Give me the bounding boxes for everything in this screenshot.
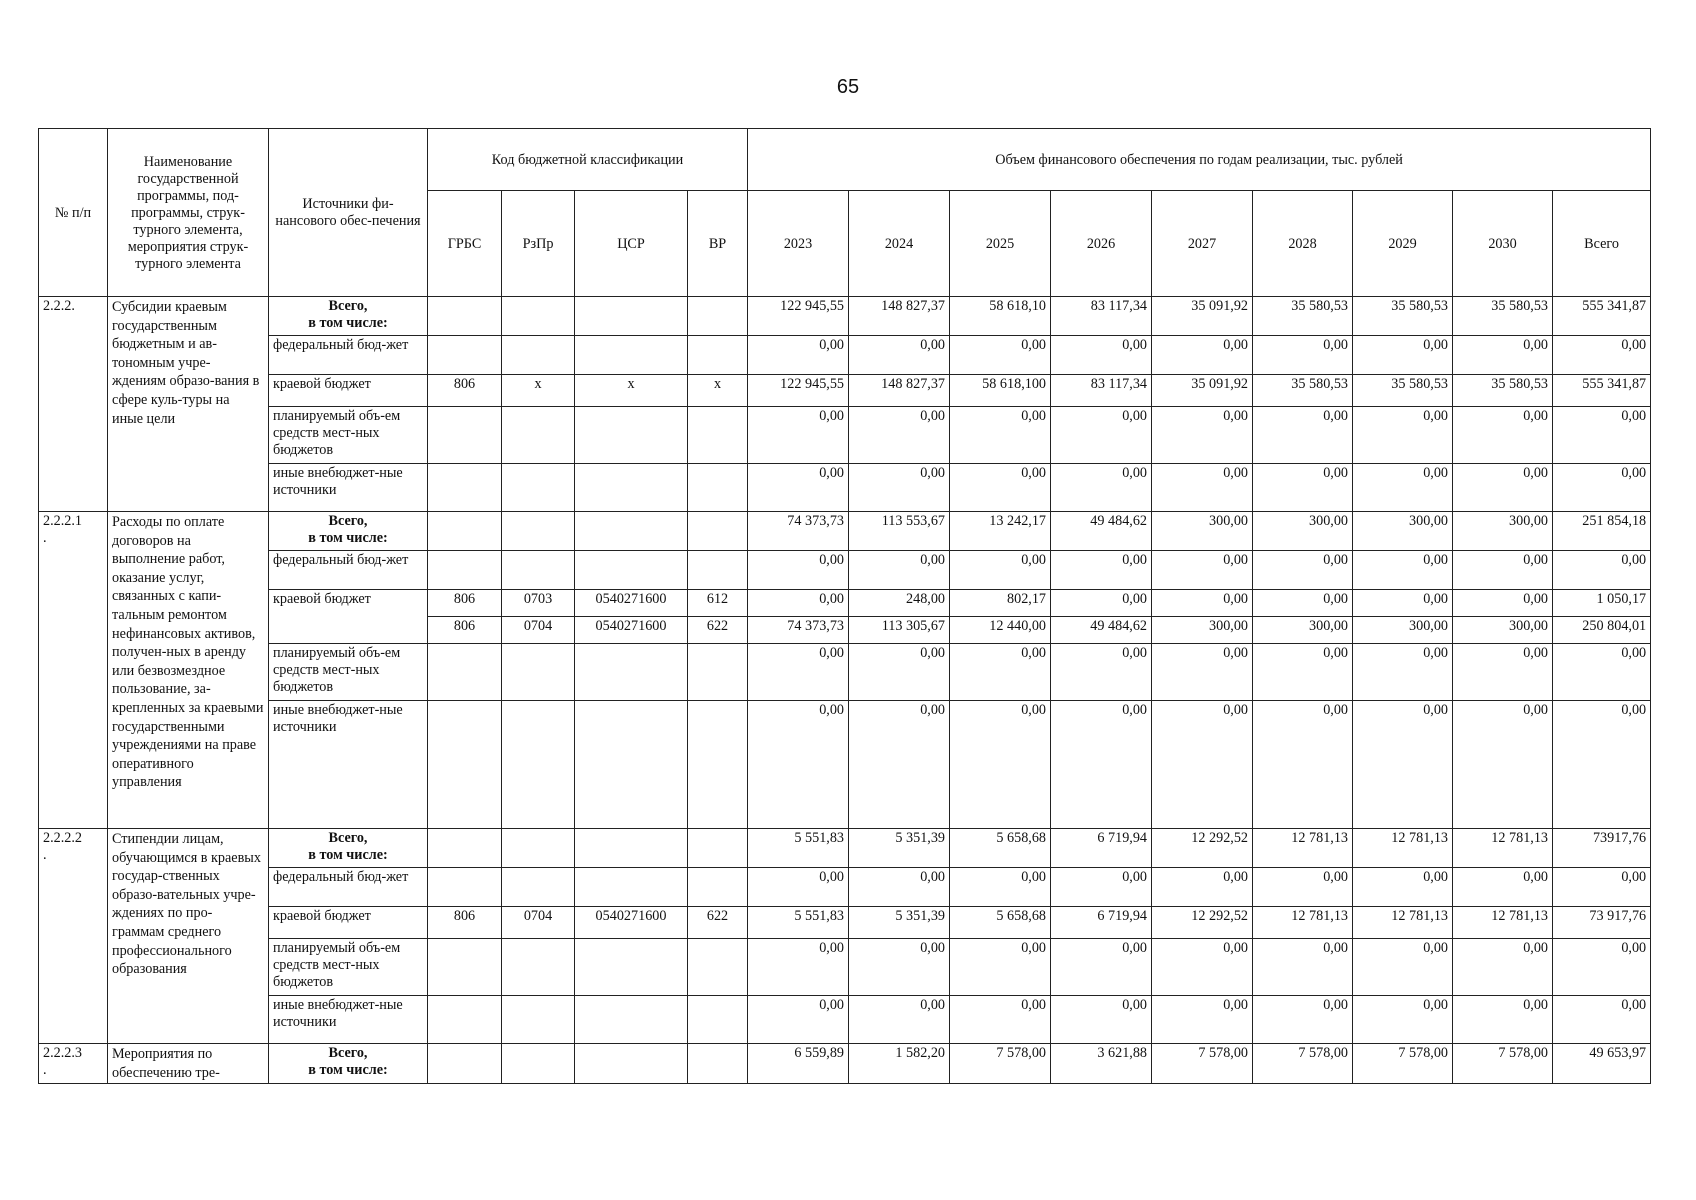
code-rzpr: х [502, 375, 575, 407]
table-row [39, 590, 1651, 617]
value-year: 802,17 [950, 590, 1051, 617]
header-budget-code: Код бюджетной классификации [428, 129, 748, 191]
value-year: 0,00 [748, 644, 849, 701]
header-year: 2025 [950, 191, 1051, 297]
value-year: 58 618,100 [950, 375, 1051, 407]
value-year: 0,00 [1353, 464, 1453, 512]
value-year: 6 559,89 [748, 1044, 849, 1084]
value-year: 300,00 [1253, 512, 1353, 551]
value-year: 83 117,34 [1051, 375, 1152, 407]
value-year: 83 117,34 [1051, 297, 1152, 336]
code-csr [575, 644, 688, 701]
source-label: планируемый объ-ем средств мест-ных бюджетов [269, 939, 428, 996]
value-year: 6 719,94 [1051, 829, 1152, 868]
value-year: 0,00 [950, 868, 1051, 907]
value-year: 35 580,53 [1353, 375, 1453, 407]
value-year: 7 578,00 [1353, 1044, 1453, 1084]
value-year: 0,00 [1253, 996, 1353, 1044]
code-grbs [428, 464, 502, 512]
value-year: 0,00 [1253, 551, 1353, 590]
header-csr: ЦСР [575, 191, 688, 297]
code-rzpr [502, 464, 575, 512]
value-year: 0,00 [950, 336, 1051, 375]
value-year: 0,00 [1453, 644, 1553, 701]
code-vr [688, 464, 748, 512]
value-year: 5 551,83 [748, 829, 849, 868]
header-source: Источники фи-нансового обес-печения [269, 129, 428, 297]
table-row [39, 336, 1651, 375]
value-total: 0,00 [1553, 701, 1651, 829]
section-index: 2.2.2. [39, 297, 108, 512]
value-year: 0,00 [1152, 701, 1253, 829]
value-year: 0,00 [950, 551, 1051, 590]
header-name: Наименование государственной программы, под-программы, струк-турного элемента, мероприятия струк-турного элемента [108, 129, 269, 297]
value-total: 0,00 [1553, 464, 1651, 512]
header-year: 2029 [1353, 191, 1453, 297]
value-year: 0,00 [849, 464, 950, 512]
value-year: 0,00 [1152, 336, 1253, 375]
value-year: 12 781,13 [1353, 907, 1453, 939]
value-year: 0,00 [1051, 590, 1152, 617]
value-year: 0,00 [849, 551, 950, 590]
table-row [39, 939, 1651, 996]
table-row [39, 297, 1651, 336]
value-total: 555 341,87 [1553, 375, 1651, 407]
value-total: 0,00 [1553, 336, 1651, 375]
code-vr [688, 701, 748, 829]
table-row [39, 1044, 1651, 1084]
value-year: 0,00 [1152, 407, 1253, 464]
table-row [39, 907, 1651, 939]
value-year: 0,00 [1152, 464, 1253, 512]
header-year: 2024 [849, 191, 950, 297]
code-vr [688, 407, 748, 464]
value-year: 0,00 [748, 996, 849, 1044]
source-label: иные внебюджет-ные источники [269, 996, 428, 1044]
table-row [39, 407, 1651, 464]
code-vr: 622 [688, 907, 748, 939]
table-row [39, 464, 1651, 512]
value-year: 113 305,67 [849, 617, 950, 644]
code-grbs [428, 701, 502, 829]
value-year: 35 091,92 [1152, 297, 1253, 336]
value-year: 0,00 [748, 701, 849, 829]
budget-table [38, 128, 1651, 1084]
value-year: 0,00 [849, 996, 950, 1044]
table-row [39, 701, 1651, 829]
code-vr [688, 297, 748, 336]
value-year: 0,00 [1051, 407, 1152, 464]
section-name: Стипендии лицам, обучающимся в краевых государ-ственных образо-вательных учре-ждениях по про-граммам среднего профессионального образования [108, 829, 269, 1044]
code-vr: 612 [688, 590, 748, 617]
code-vr [688, 1044, 748, 1084]
header-year: 2030 [1453, 191, 1553, 297]
value-year: 5 351,39 [849, 829, 950, 868]
value-year: 0,00 [1152, 996, 1253, 1044]
source-total: Всего, в том числе: [269, 829, 428, 868]
code-csr [575, 407, 688, 464]
value-year: 12 781,13 [1453, 829, 1553, 868]
code-grbs: 806 [428, 590, 502, 617]
code-csr: 0540271600 [575, 907, 688, 939]
value-year: 0,00 [849, 644, 950, 701]
value-year: 0,00 [1051, 464, 1152, 512]
value-year: 12 781,13 [1353, 829, 1453, 868]
value-year: 0,00 [950, 996, 1051, 1044]
code-csr [575, 297, 688, 336]
value-year: 0,00 [1453, 701, 1553, 829]
value-total: 1 050,17 [1553, 590, 1651, 617]
value-year: 0,00 [1353, 336, 1453, 375]
value-year: 300,00 [1353, 617, 1453, 644]
section-index: 2.2.2.1 . [39, 512, 108, 829]
code-rzpr [502, 868, 575, 907]
source-total: Всего, в том числе: [269, 1044, 428, 1084]
code-vr: 622 [688, 617, 748, 644]
code-csr [575, 512, 688, 551]
value-year: 300,00 [1453, 617, 1553, 644]
value-year: 300,00 [1253, 617, 1353, 644]
value-year: 0,00 [1353, 868, 1453, 907]
value-year: 7 578,00 [1253, 1044, 1353, 1084]
value-year: 0,00 [1453, 868, 1553, 907]
code-rzpr [502, 829, 575, 868]
section-index: 2.2.2.3 . [39, 1044, 108, 1084]
source-label: краевой бюджет [269, 375, 428, 407]
code-csr: 0540271600 [575, 590, 688, 617]
value-year: 0,00 [1253, 407, 1353, 464]
value-year: 0,00 [1453, 939, 1553, 996]
value-year: 0,00 [849, 336, 950, 375]
value-year: 113 553,67 [849, 512, 950, 551]
table-row [39, 644, 1651, 701]
value-total: 0,00 [1553, 939, 1651, 996]
header-vr: ВР [688, 191, 748, 297]
value-year: 12 292,52 [1152, 907, 1253, 939]
table-row [39, 375, 1651, 407]
value-year: 0,00 [748, 939, 849, 996]
code-rzpr [502, 701, 575, 829]
code-csr [575, 996, 688, 1044]
value-total: 73917,76 [1553, 829, 1651, 868]
value-year: 0,00 [1152, 868, 1253, 907]
value-year: 0,00 [1353, 644, 1453, 701]
table-row [39, 868, 1651, 907]
table-row [39, 551, 1651, 590]
section-name: Субсидии краевым государственным бюджетным и ав-тономным учре-ждениям образо-вания в сфере куль-туры на иные цели [108, 297, 269, 512]
code-grbs [428, 996, 502, 1044]
code-grbs: 806 [428, 375, 502, 407]
table-row [39, 512, 1651, 551]
value-year: 35 580,53 [1453, 297, 1553, 336]
value-year: 0,00 [849, 407, 950, 464]
value-year: 248,00 [849, 590, 950, 617]
value-year: 0,00 [950, 464, 1051, 512]
value-year: 0,00 [1152, 644, 1253, 701]
value-year: 0,00 [748, 868, 849, 907]
value-year: 7 578,00 [1152, 1044, 1253, 1084]
value-year: 12 292,52 [1152, 829, 1253, 868]
code-rzpr: 0703 [502, 590, 575, 617]
value-year: 0,00 [950, 939, 1051, 996]
code-rzpr: 0704 [502, 907, 575, 939]
code-grbs [428, 939, 502, 996]
code-csr [575, 336, 688, 375]
header-year: 2026 [1051, 191, 1152, 297]
source-label: федеральный бюд-жет [269, 551, 428, 590]
table-body [39, 297, 1651, 1084]
code-grbs [428, 644, 502, 701]
value-year: 0,00 [1253, 464, 1353, 512]
value-year: 0,00 [1051, 551, 1152, 590]
value-year: 0,00 [1253, 644, 1353, 701]
value-year: 0,00 [1453, 590, 1553, 617]
value-year: 0,00 [1152, 551, 1253, 590]
code-csr: 0540271600 [575, 617, 688, 644]
value-year: 0,00 [849, 868, 950, 907]
value-year: 0,00 [1253, 868, 1353, 907]
value-year: 0,00 [950, 701, 1051, 829]
value-year: 0,00 [1253, 590, 1353, 617]
source-label: планируемый объ-ем средств мест-ных бюджетов [269, 644, 428, 701]
value-year: 0,00 [1453, 407, 1553, 464]
value-year: 0,00 [1353, 407, 1453, 464]
code-grbs [428, 829, 502, 868]
value-year: 0,00 [1051, 701, 1152, 829]
value-year: 0,00 [849, 701, 950, 829]
value-total: 250 804,01 [1553, 617, 1651, 644]
code-grbs: 806 [428, 907, 502, 939]
section-index: 2.2.2.2 . [39, 829, 108, 1044]
code-rzpr [502, 336, 575, 375]
code-rzpr [502, 644, 575, 701]
code-grbs [428, 512, 502, 551]
value-year: 0,00 [748, 407, 849, 464]
value-total: 49 653,97 [1553, 1044, 1651, 1084]
value-year: 0,00 [1152, 590, 1253, 617]
value-year: 12 781,13 [1453, 907, 1553, 939]
value-year: 74 373,73 [748, 617, 849, 644]
value-year: 5 551,83 [748, 907, 849, 939]
value-total: 0,00 [1553, 868, 1651, 907]
value-year: 122 945,55 [748, 375, 849, 407]
value-year: 0,00 [1453, 551, 1553, 590]
value-year: 0,00 [1453, 464, 1553, 512]
value-year: 300,00 [1353, 512, 1453, 551]
value-year: 49 484,62 [1051, 512, 1152, 551]
value-year: 0,00 [1353, 701, 1453, 829]
value-year: 5 658,68 [950, 907, 1051, 939]
code-grbs [428, 297, 502, 336]
value-year: 49 484,62 [1051, 617, 1152, 644]
code-grbs [428, 407, 502, 464]
source-label: краевой бюджет [269, 907, 428, 939]
code-vr [688, 996, 748, 1044]
source-label: краевой бюджет [269, 590, 428, 644]
header-year: 2028 [1253, 191, 1353, 297]
code-vr [688, 829, 748, 868]
value-year: 12 781,13 [1253, 907, 1353, 939]
value-year: 5 658,68 [950, 829, 1051, 868]
code-csr [575, 464, 688, 512]
value-year: 0,00 [1353, 551, 1453, 590]
value-year: 0,00 [748, 464, 849, 512]
value-year: 0,00 [1051, 868, 1152, 907]
source-label: иные внебюджет-ные источники [269, 701, 428, 829]
value-total: 555 341,87 [1553, 297, 1651, 336]
header-volume: Объем финансового обеспечения по годам реализации, тыс. рублей [748, 129, 1651, 191]
code-csr [575, 551, 688, 590]
value-year: 5 351,39 [849, 907, 950, 939]
value-total: 0,00 [1553, 407, 1651, 464]
value-year: 0,00 [1051, 996, 1152, 1044]
value-year: 13 242,17 [950, 512, 1051, 551]
value-year: 0,00 [1152, 939, 1253, 996]
value-year: 35 580,53 [1253, 297, 1353, 336]
value-year: 0,00 [1253, 701, 1353, 829]
header-year: 2027 [1152, 191, 1253, 297]
section-name: Мероприятия по обеспечению тре- [108, 1044, 269, 1084]
code-rzpr [502, 551, 575, 590]
code-grbs [428, 336, 502, 375]
code-grbs [428, 868, 502, 907]
value-year: 7 578,00 [1453, 1044, 1553, 1084]
value-total: 251 854,18 [1553, 512, 1651, 551]
value-year: 0,00 [1051, 644, 1152, 701]
value-year: 0,00 [1051, 336, 1152, 375]
code-grbs [428, 551, 502, 590]
code-csr [575, 829, 688, 868]
source-label: федеральный бюд-жет [269, 336, 428, 375]
value-total: 0,00 [1553, 996, 1651, 1044]
code-rzpr [502, 939, 575, 996]
value-year: 35 580,53 [1453, 375, 1553, 407]
value-year: 0,00 [748, 336, 849, 375]
value-year: 35 091,92 [1152, 375, 1253, 407]
source-total: Всего, в том числе: [269, 297, 428, 336]
value-total: 0,00 [1553, 644, 1651, 701]
value-year: 58 618,10 [950, 297, 1051, 336]
value-year: 0,00 [1353, 939, 1453, 996]
value-year: 0,00 [950, 407, 1051, 464]
value-total: 73 917,76 [1553, 907, 1651, 939]
value-year: 74 373,73 [748, 512, 849, 551]
page-number: 65 [836, 76, 860, 98]
code-csr [575, 701, 688, 829]
value-year: 300,00 [1152, 617, 1253, 644]
value-year: 0,00 [950, 644, 1051, 701]
code-csr [575, 868, 688, 907]
value-year: 0,00 [748, 590, 849, 617]
value-year: 6 719,94 [1051, 907, 1152, 939]
code-csr: х [575, 375, 688, 407]
code-vr: х [688, 375, 748, 407]
code-csr [575, 1044, 688, 1084]
code-rzpr [502, 297, 575, 336]
code-rzpr [502, 996, 575, 1044]
code-rzpr [502, 407, 575, 464]
value-year: 148 827,37 [849, 297, 950, 336]
source-label: иные внебюджет-ные источники [269, 464, 428, 512]
source-label: планируемый объ-ем средств мест-ных бюджетов [269, 407, 428, 464]
table-row [39, 829, 1651, 868]
value-year: 0,00 [1051, 939, 1152, 996]
value-year: 7 578,00 [950, 1044, 1051, 1084]
section-name: Расходы по оплате договоров на выполнение работ, оказание услуг, связанных с капи-тальным ремонтом нефинансовых активов, получен-ных в аренду или безвозмездное пользование, за-крепленных за краевыми государственными учреждениями на праве оперативного управления [108, 512, 269, 829]
value-year: 0,00 [1253, 939, 1353, 996]
source-total: Всего, в том числе: [269, 512, 428, 551]
header-year: 2023 [748, 191, 849, 297]
header-total: Всего [1553, 191, 1651, 297]
table-row [39, 996, 1651, 1044]
code-rzpr: 0704 [502, 617, 575, 644]
header-rzpr: РзПр [502, 191, 575, 297]
value-year: 300,00 [1152, 512, 1253, 551]
code-grbs: 806 [428, 617, 502, 644]
header-grbs: ГРБС [428, 191, 502, 297]
value-year: 35 580,53 [1253, 375, 1353, 407]
value-year: 1 582,20 [849, 1044, 950, 1084]
code-vr [688, 644, 748, 701]
code-vr [688, 512, 748, 551]
code-csr [575, 939, 688, 996]
code-rzpr [502, 512, 575, 551]
value-year: 148 827,37 [849, 375, 950, 407]
code-vr [688, 336, 748, 375]
header-num: № п/п [39, 129, 108, 297]
code-vr [688, 551, 748, 590]
value-year: 12 781,13 [1253, 829, 1353, 868]
code-vr [688, 939, 748, 996]
value-year: 0,00 [1353, 996, 1453, 1044]
code-rzpr [502, 1044, 575, 1084]
value-year: 3 621,88 [1051, 1044, 1152, 1084]
value-year: 12 440,00 [950, 617, 1051, 644]
value-year: 0,00 [1353, 590, 1453, 617]
value-year: 0,00 [1453, 996, 1553, 1044]
value-year: 0,00 [1453, 336, 1553, 375]
value-year: 0,00 [1253, 336, 1353, 375]
value-year: 35 580,53 [1353, 297, 1453, 336]
value-year: 122 945,55 [748, 297, 849, 336]
value-total: 0,00 [1553, 551, 1651, 590]
code-vr [688, 868, 748, 907]
value-year: 0,00 [748, 551, 849, 590]
code-grbs [428, 1044, 502, 1084]
value-year: 0,00 [849, 939, 950, 996]
source-label: федеральный бюд-жет [269, 868, 428, 907]
value-year: 300,00 [1453, 512, 1553, 551]
